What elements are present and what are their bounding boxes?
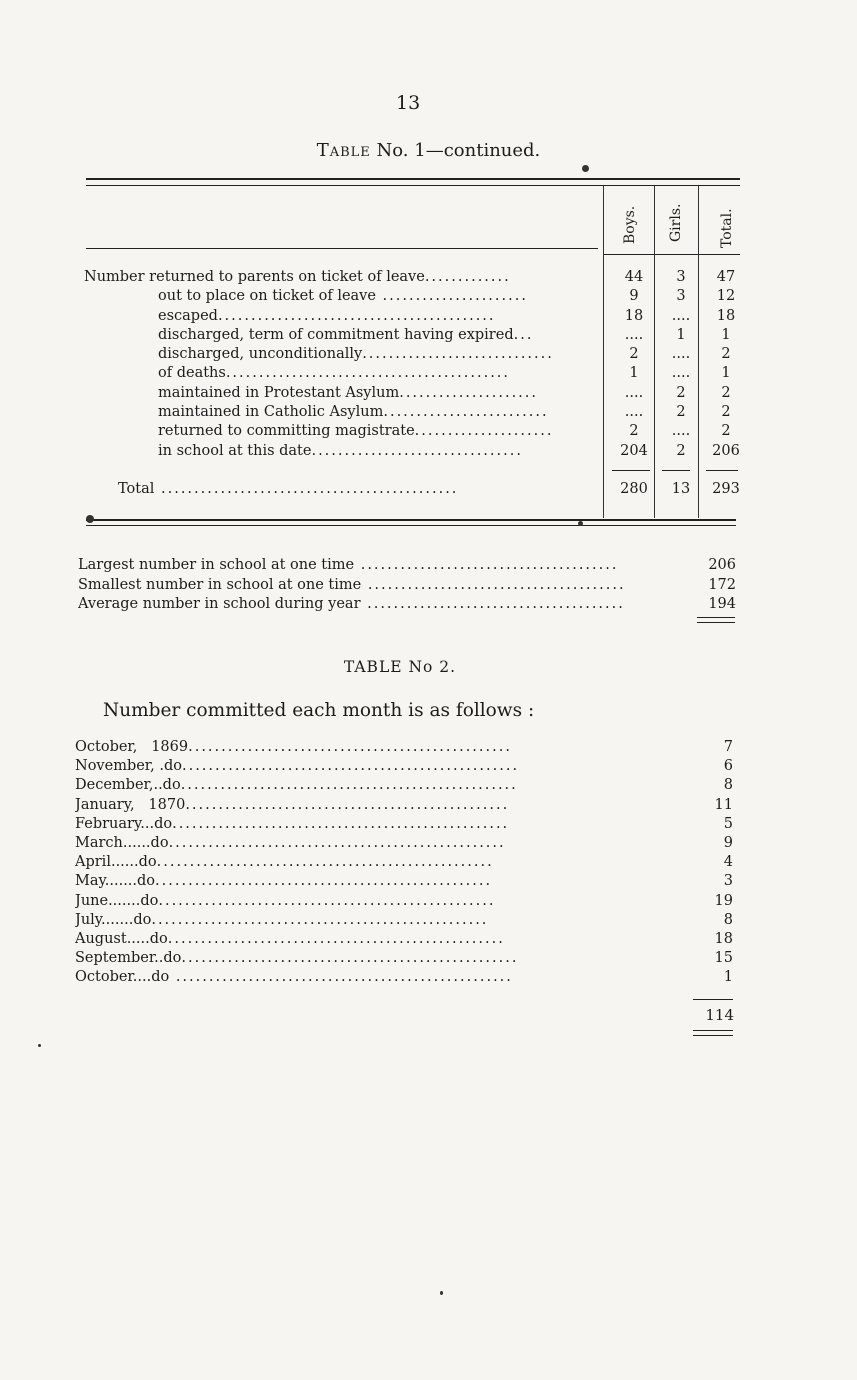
list-item: October....do ................................................... 1 [75, 968, 737, 987]
month-value: 18 [714, 930, 733, 947]
list-item: March......do................................................... 9 [75, 834, 737, 853]
summary-label: Largest number in school at one time [78, 557, 355, 573]
list-item: December,..do................................................... 8 [75, 776, 737, 795]
ink-speck [440, 1291, 443, 1295]
total-rule-boys [612, 470, 650, 471]
summary-list [78, 556, 740, 615]
row-boys: 44 [624, 269, 644, 285]
list-item: November, .do................................................... 6 [75, 757, 737, 776]
month-label: December,..do [75, 777, 181, 794]
row-total: 12 [716, 288, 736, 305]
summary-label: Average number in school during year [78, 596, 361, 612]
row-boys: .... [624, 326, 644, 343]
row-total: 206 [712, 442, 740, 459]
row-girls: 2 [676, 384, 686, 401]
row-girls: 2 [676, 442, 686, 459]
table-row: maintained in Protestant Asylum..................... .... 2 2 [84, 384, 744, 403]
months-total-rule [693, 999, 733, 1000]
row-label: returned to committing magistrate [158, 423, 415, 440]
table1-bottom-rule-2 [86, 525, 736, 526]
row-total: 1 [721, 326, 731, 343]
month-value: 8 [723, 911, 733, 928]
row-label: escaped [158, 307, 218, 324]
month-label: April......do [75, 854, 157, 871]
total-label: Total [118, 481, 155, 497]
summary-rule [697, 617, 735, 618]
table1-title-smallcaps: Table [316, 140, 371, 161]
total-total: 293 [712, 481, 740, 497]
row-label: in school at this date [158, 442, 312, 459]
month-label: November, .do [75, 758, 182, 775]
summary-value: 194 [708, 596, 736, 612]
month-label: January, 1870 [75, 796, 186, 813]
month-label: June.......do [75, 892, 159, 909]
total-rule-total [706, 470, 738, 471]
table-row: in school at this date................................ 204 2 206 [84, 442, 744, 461]
list-item: February...do................................................... 5 [75, 815, 737, 834]
row-boys: 204 [620, 442, 648, 459]
summary-label: Smallest number in school at one time [78, 576, 362, 593]
summary-row: Largest number in school at one time ....................................... 206 [78, 556, 740, 576]
row-total: 47 [716, 269, 736, 285]
list-item: January, 1870................................................. 11 [75, 796, 737, 815]
page-number: 13 [396, 92, 421, 114]
ink-speck [582, 165, 589, 172]
summary-row: Average number in school during year ....................................... 194 [78, 595, 740, 615]
month-value: 6 [723, 758, 733, 775]
row-girls: 3 [676, 288, 686, 305]
row-label: discharged, term of commitment having expired [158, 326, 514, 343]
list-item: October, 1869................................................. 7 [75, 738, 737, 757]
list-item: September..do................................................... 15 [75, 949, 737, 968]
month-value: 1 [723, 969, 733, 986]
row-total: 1 [721, 365, 731, 382]
row-girls: .... [671, 365, 691, 382]
table1-total-row [84, 480, 744, 499]
ink-speck [38, 1044, 41, 1047]
table-row: maintained in Catholic Asylum......................... .... 2 2 [84, 403, 744, 422]
row-boys: 2 [629, 423, 639, 440]
month-label: May.......do [75, 873, 156, 890]
table-row: discharged, term of commitment having expired... .... 1 1 [84, 326, 744, 345]
row-total: 18 [716, 307, 736, 324]
row-girls: .... [671, 346, 691, 363]
table1-body [84, 268, 744, 461]
month-value: 3 [723, 873, 733, 890]
month-label: October, 1869 [75, 739, 189, 755]
row-boys: 1 [629, 365, 639, 382]
row-girls: 2 [676, 404, 686, 421]
row-label: of deaths [158, 365, 226, 382]
list-item: June.......do................................................... 19 [75, 892, 737, 911]
summary-value: 206 [708, 557, 736, 573]
row-boys: 2 [629, 346, 639, 363]
row-label: Number returned to parents on ticket of leave [84, 269, 425, 285]
row-label: discharged, unconditionally [158, 346, 363, 363]
month-value: 11 [714, 796, 733, 813]
month-label: March......do [75, 834, 169, 851]
month-value: 5 [723, 815, 733, 832]
total-rule-girls [662, 470, 690, 471]
table-row: escaped.......................................... 18 .... 18 [84, 307, 744, 326]
month-label: September..do [75, 950, 182, 967]
table2-title: TABLE No 2. [343, 658, 457, 676]
table-row: of deaths........................................... 1 .... 1 [84, 364, 744, 383]
row-label: out to place on ticket of leave [158, 288, 376, 305]
row-label: maintained in Catholic Asylum [158, 404, 384, 421]
table1-header-rule-cols [604, 254, 740, 255]
summary-rule-2 [697, 622, 735, 623]
summary-row: Smallest number in school at one time ....................................... 172 [78, 576, 740, 596]
total-row: Total ............................................. 280 13 293 [84, 480, 744, 499]
month-label: July.......do [75, 911, 152, 928]
row-boys: .... [624, 404, 644, 421]
table-row: returned to committing magistrate..................... 2 .... 2 [84, 422, 744, 441]
row-girls: 1 [676, 326, 686, 343]
months-total: 114 [705, 1006, 734, 1024]
month-value: 9 [723, 834, 733, 851]
row-total: 2 [721, 404, 731, 421]
month-value: 15 [714, 950, 733, 967]
table1-top-rule-2 [86, 185, 740, 186]
month-value: 8 [723, 777, 733, 794]
list-item: August.....do................................................... 18 [75, 930, 737, 949]
row-boys: 18 [624, 307, 644, 324]
month-label: August.....do [75, 930, 168, 947]
total-girls: 13 [671, 481, 691, 497]
table1-bottom-rule [86, 519, 736, 521]
row-total: 2 [721, 346, 731, 363]
months-total-rule-2 [693, 1030, 733, 1031]
summary-value: 172 [708, 576, 736, 593]
row-girls: .... [671, 307, 691, 324]
row-boys: 9 [629, 288, 639, 305]
list-item: May.......do................................................... 3 [75, 872, 737, 891]
month-label: February...do [75, 815, 173, 832]
table1-title [0, 140, 857, 161]
table-row: Number returned to parents on ticket of leave............. 44 3 47 [84, 268, 744, 287]
months-total-rule-3 [693, 1035, 733, 1036]
list-item: April......do................................................... 4 [75, 853, 737, 872]
ink-speck [86, 515, 94, 523]
row-total: 2 [721, 423, 731, 440]
row-label: maintained in Protestant Asylum [158, 384, 400, 401]
table2-subtitle: Number committed each month is as follows : [103, 700, 535, 721]
month-label: October....do [75, 969, 170, 986]
table1-top-rule [86, 178, 740, 180]
row-girls: 3 [676, 269, 686, 285]
table1-header-rule [86, 248, 598, 249]
months-list [75, 738, 737, 987]
month-value: 7 [723, 739, 733, 755]
table1-title-rest: No. 1—continued. [376, 140, 541, 161]
header-girls: Girls. [668, 203, 684, 242]
header-total: Total. [719, 208, 735, 248]
table-row: discharged, unconditionally............................. 2 .... 2 [84, 345, 744, 364]
header-boys: Boys. [622, 205, 638, 244]
month-value: 19 [714, 892, 733, 909]
list-item: July.......do................................................... 8 [75, 911, 737, 930]
row-boys: .... [624, 384, 644, 401]
total-boys: 280 [620, 481, 648, 497]
table-row: out to place on ticket of leave ...................... 9 3 12 [84, 287, 744, 306]
row-total: 2 [721, 384, 731, 401]
month-value: 4 [723, 854, 733, 871]
row-girls: .... [671, 423, 691, 440]
ink-speck [578, 521, 583, 526]
